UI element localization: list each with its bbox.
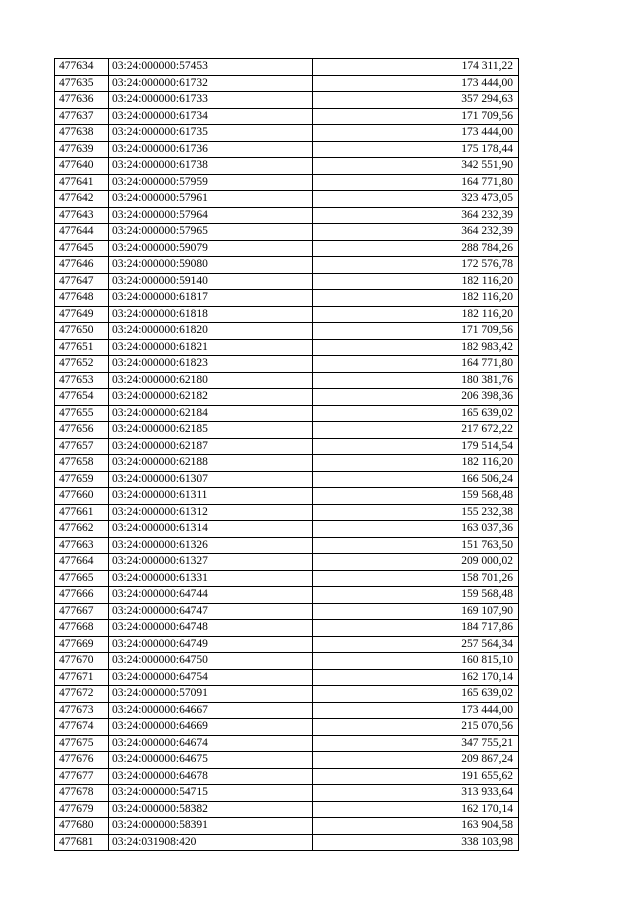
row-number-cell: 477670 bbox=[55, 653, 109, 670]
row-number-cell: 477644 bbox=[55, 224, 109, 241]
row-number-cell: 477663 bbox=[55, 537, 109, 554]
table-row bbox=[55, 438, 519, 455]
row-number-cell: 477642 bbox=[55, 191, 109, 208]
amount-cell: 165 639,02 bbox=[313, 405, 519, 422]
amount-cell: 182 116,20 bbox=[313, 455, 519, 472]
table-row bbox=[55, 257, 519, 274]
table-row bbox=[55, 719, 519, 736]
amount-cell: 182 116,20 bbox=[313, 273, 519, 290]
row-number-cell: 477649 bbox=[55, 306, 109, 323]
amount-cell: 160 815,10 bbox=[313, 653, 519, 670]
row-number-cell: 477662 bbox=[55, 521, 109, 538]
cadastral-number-cell: 03:24:000000:57965 bbox=[109, 224, 313, 241]
cadastral-number-cell: 03:24:000000:57453 bbox=[109, 59, 313, 76]
amount-cell: 169 107,90 bbox=[313, 603, 519, 620]
cadastral-number-cell: 03:24:000000:61733 bbox=[109, 92, 313, 109]
cadastral-number-cell: 03:24:000000:61314 bbox=[109, 521, 313, 538]
amount-cell: 191 655,62 bbox=[313, 768, 519, 785]
amount-cell: 171 709,56 bbox=[313, 323, 519, 340]
cadastral-number-cell: 03:24:000000:64747 bbox=[109, 603, 313, 620]
row-number-cell: 477657 bbox=[55, 438, 109, 455]
table-row bbox=[55, 125, 519, 142]
row-number-cell: 477648 bbox=[55, 290, 109, 307]
row-number-cell: 477658 bbox=[55, 455, 109, 472]
amount-cell: 257 564,34 bbox=[313, 636, 519, 653]
amount-cell: 182 116,20 bbox=[313, 290, 519, 307]
cadastral-number-cell: 03:24:000000:61818 bbox=[109, 306, 313, 323]
row-number-cell: 477645 bbox=[55, 240, 109, 257]
cadastral-number-cell: 03:24:000000:62185 bbox=[109, 422, 313, 439]
row-number-cell: 477664 bbox=[55, 554, 109, 571]
data-table bbox=[54, 58, 519, 851]
row-number-cell: 477647 bbox=[55, 273, 109, 290]
table-row bbox=[55, 422, 519, 439]
row-number-cell: 477655 bbox=[55, 405, 109, 422]
cadastral-number-cell: 03:24:000000:61735 bbox=[109, 125, 313, 142]
cadastral-number-cell: 03:24:000000:62184 bbox=[109, 405, 313, 422]
amount-cell: 182 983,42 bbox=[313, 339, 519, 356]
cadastral-number-cell: 03:24:000000:64669 bbox=[109, 719, 313, 736]
cadastral-number-cell: 03:24:000000:64750 bbox=[109, 653, 313, 670]
amount-cell: 166 506,24 bbox=[313, 471, 519, 488]
row-number-cell: 477640 bbox=[55, 158, 109, 175]
cadastral-number-cell: 03:24:000000:61311 bbox=[109, 488, 313, 505]
amount-cell: 180 381,76 bbox=[313, 372, 519, 389]
cadastral-number-cell: 03:24:000000:61817 bbox=[109, 290, 313, 307]
amount-cell: 215 070,56 bbox=[313, 719, 519, 736]
amount-cell: 165 639,02 bbox=[313, 686, 519, 703]
cadastral-number-cell: 03:24:000000:59140 bbox=[109, 273, 313, 290]
row-number-cell: 477641 bbox=[55, 174, 109, 191]
cadastral-number-cell: 03:24:031908:420 bbox=[109, 834, 313, 851]
table-row bbox=[55, 834, 519, 851]
row-number-cell: 477680 bbox=[55, 818, 109, 835]
cadastral-number-cell: 03:24:000000:64748 bbox=[109, 620, 313, 637]
amount-cell: 155 232,38 bbox=[313, 504, 519, 521]
table-row bbox=[55, 290, 519, 307]
row-number-cell: 477681 bbox=[55, 834, 109, 851]
row-number-cell: 477636 bbox=[55, 92, 109, 109]
cadastral-number-cell: 03:24:000000:61738 bbox=[109, 158, 313, 175]
cadastral-number-cell: 03:24:000000:61732 bbox=[109, 75, 313, 92]
row-number-cell: 477677 bbox=[55, 768, 109, 785]
row-number-cell: 477669 bbox=[55, 636, 109, 653]
cadastral-number-cell: 03:24:000000:57964 bbox=[109, 207, 313, 224]
cadastral-number-cell: 03:24:000000:61331 bbox=[109, 570, 313, 587]
cadastral-number-cell: 03:24:000000:61312 bbox=[109, 504, 313, 521]
table-row bbox=[55, 669, 519, 686]
row-number-cell: 477661 bbox=[55, 504, 109, 521]
amount-cell: 162 170,14 bbox=[313, 801, 519, 818]
cadastral-number-cell: 03:24:000000:61820 bbox=[109, 323, 313, 340]
table-row bbox=[55, 521, 519, 538]
cadastral-number-cell: 03:24:000000:58391 bbox=[109, 818, 313, 835]
amount-cell: 182 116,20 bbox=[313, 306, 519, 323]
row-number-cell: 477673 bbox=[55, 702, 109, 719]
amount-cell: 364 232,39 bbox=[313, 207, 519, 224]
cadastral-number-cell: 03:24:000000:61327 bbox=[109, 554, 313, 571]
amount-cell: 174 311,22 bbox=[313, 59, 519, 76]
table-row bbox=[55, 207, 519, 224]
cadastral-number-cell: 03:24:000000:61821 bbox=[109, 339, 313, 356]
row-number-cell: 477676 bbox=[55, 752, 109, 769]
cadastral-number-cell: 03:24:000000:64678 bbox=[109, 768, 313, 785]
table-row bbox=[55, 224, 519, 241]
row-number-cell: 477665 bbox=[55, 570, 109, 587]
amount-cell: 172 576,78 bbox=[313, 257, 519, 274]
cadastral-number-cell: 03:24:000000:62182 bbox=[109, 389, 313, 406]
table-row bbox=[55, 158, 519, 175]
row-number-cell: 477652 bbox=[55, 356, 109, 373]
amount-cell: 323 473,05 bbox=[313, 191, 519, 208]
row-number-cell: 477634 bbox=[55, 59, 109, 76]
table-body bbox=[55, 59, 519, 851]
cadastral-number-cell: 03:24:000000:64749 bbox=[109, 636, 313, 653]
amount-cell: 313 933,64 bbox=[313, 785, 519, 802]
row-number-cell: 477667 bbox=[55, 603, 109, 620]
amount-cell: 151 763,50 bbox=[313, 537, 519, 554]
amount-cell: 288 784,26 bbox=[313, 240, 519, 257]
amount-cell: 162 170,14 bbox=[313, 669, 519, 686]
table-row bbox=[55, 306, 519, 323]
amount-cell: 158 701,26 bbox=[313, 570, 519, 587]
table-row bbox=[55, 59, 519, 76]
amount-cell: 217 672,22 bbox=[313, 422, 519, 439]
cadastral-number-cell: 03:24:000000:61736 bbox=[109, 141, 313, 158]
amount-cell: 159 568,48 bbox=[313, 587, 519, 604]
cadastral-number-cell: 03:24:000000:61326 bbox=[109, 537, 313, 554]
cadastral-number-cell: 03:24:000000:57961 bbox=[109, 191, 313, 208]
cadastral-number-cell: 03:24:000000:62180 bbox=[109, 372, 313, 389]
row-number-cell: 477679 bbox=[55, 801, 109, 818]
table-row bbox=[55, 372, 519, 389]
table-row bbox=[55, 323, 519, 340]
row-number-cell: 477671 bbox=[55, 669, 109, 686]
cadastral-number-cell: 03:24:000000:57959 bbox=[109, 174, 313, 191]
cadastral-number-cell: 03:24:000000:61823 bbox=[109, 356, 313, 373]
table-row bbox=[55, 653, 519, 670]
table-row bbox=[55, 735, 519, 752]
table-row bbox=[55, 537, 519, 554]
row-number-cell: 477651 bbox=[55, 339, 109, 356]
row-number-cell: 477666 bbox=[55, 587, 109, 604]
table-row bbox=[55, 686, 519, 703]
amount-cell: 209 867,24 bbox=[313, 752, 519, 769]
table-row bbox=[55, 587, 519, 604]
row-number-cell: 477678 bbox=[55, 785, 109, 802]
amount-cell: 175 178,44 bbox=[313, 141, 519, 158]
row-number-cell: 477660 bbox=[55, 488, 109, 505]
table-row bbox=[55, 273, 519, 290]
table-row bbox=[55, 768, 519, 785]
table-row bbox=[55, 504, 519, 521]
table-row bbox=[55, 636, 519, 653]
cadastral-number-cell: 03:24:000000:64744 bbox=[109, 587, 313, 604]
row-number-cell: 477675 bbox=[55, 735, 109, 752]
amount-cell: 338 103,98 bbox=[313, 834, 519, 851]
cadastral-number-cell: 03:24:000000:62187 bbox=[109, 438, 313, 455]
cadastral-number-cell: 03:24:000000:64674 bbox=[109, 735, 313, 752]
cadastral-number-cell: 03:24:000000:62188 bbox=[109, 455, 313, 472]
amount-cell: 173 444,00 bbox=[313, 125, 519, 142]
table-row bbox=[55, 471, 519, 488]
amount-cell: 173 444,00 bbox=[313, 702, 519, 719]
amount-cell: 179 514,54 bbox=[313, 438, 519, 455]
table-row bbox=[55, 339, 519, 356]
table-row bbox=[55, 174, 519, 191]
amount-cell: 173 444,00 bbox=[313, 75, 519, 92]
amount-cell: 342 551,90 bbox=[313, 158, 519, 175]
table-row bbox=[55, 191, 519, 208]
cadastral-number-cell: 03:24:000000:58382 bbox=[109, 801, 313, 818]
table-row bbox=[55, 75, 519, 92]
table-row bbox=[55, 554, 519, 571]
row-number-cell: 477643 bbox=[55, 207, 109, 224]
table-row bbox=[55, 702, 519, 719]
cadastral-number-cell: 03:24:000000:57091 bbox=[109, 686, 313, 703]
table-row bbox=[55, 818, 519, 835]
table-row bbox=[55, 752, 519, 769]
row-number-cell: 477638 bbox=[55, 125, 109, 142]
row-number-cell: 477656 bbox=[55, 422, 109, 439]
table-row bbox=[55, 389, 519, 406]
row-number-cell: 477637 bbox=[55, 108, 109, 125]
table-row bbox=[55, 141, 519, 158]
table-row bbox=[55, 92, 519, 109]
table-row bbox=[55, 785, 519, 802]
cadastral-number-cell: 03:24:000000:54715 bbox=[109, 785, 313, 802]
table-row bbox=[55, 603, 519, 620]
row-number-cell: 477654 bbox=[55, 389, 109, 406]
amount-cell: 163 904,58 bbox=[313, 818, 519, 835]
table-row bbox=[55, 108, 519, 125]
amount-cell: 209 000,02 bbox=[313, 554, 519, 571]
row-number-cell: 477639 bbox=[55, 141, 109, 158]
amount-cell: 171 709,56 bbox=[313, 108, 519, 125]
cadastral-number-cell: 03:24:000000:59079 bbox=[109, 240, 313, 257]
row-number-cell: 477672 bbox=[55, 686, 109, 703]
amount-cell: 164 771,80 bbox=[313, 356, 519, 373]
row-number-cell: 477650 bbox=[55, 323, 109, 340]
table-row bbox=[55, 620, 519, 637]
row-number-cell: 477646 bbox=[55, 257, 109, 274]
cadastral-number-cell: 03:24:000000:64667 bbox=[109, 702, 313, 719]
table-row bbox=[55, 356, 519, 373]
amount-cell: 206 398,36 bbox=[313, 389, 519, 406]
table-row bbox=[55, 570, 519, 587]
cadastral-number-cell: 03:24:000000:61307 bbox=[109, 471, 313, 488]
amount-cell: 347 755,21 bbox=[313, 735, 519, 752]
row-number-cell: 477668 bbox=[55, 620, 109, 637]
amount-cell: 164 771,80 bbox=[313, 174, 519, 191]
amount-cell: 184 717,86 bbox=[313, 620, 519, 637]
table-row bbox=[55, 488, 519, 505]
table-row bbox=[55, 455, 519, 472]
cadastral-number-cell: 03:24:000000:61734 bbox=[109, 108, 313, 125]
table-row bbox=[55, 240, 519, 257]
table-row bbox=[55, 405, 519, 422]
row-number-cell: 477674 bbox=[55, 719, 109, 736]
row-number-cell: 477659 bbox=[55, 471, 109, 488]
amount-cell: 163 037,36 bbox=[313, 521, 519, 538]
cadastral-number-cell: 03:24:000000:64675 bbox=[109, 752, 313, 769]
row-number-cell: 477653 bbox=[55, 372, 109, 389]
amount-cell: 364 232,39 bbox=[313, 224, 519, 241]
amount-cell: 357 294,63 bbox=[313, 92, 519, 109]
table-row bbox=[55, 801, 519, 818]
cadastral-number-cell: 03:24:000000:64754 bbox=[109, 669, 313, 686]
row-number-cell: 477635 bbox=[55, 75, 109, 92]
amount-cell: 159 568,48 bbox=[313, 488, 519, 505]
cadastral-number-cell: 03:24:000000:59080 bbox=[109, 257, 313, 274]
